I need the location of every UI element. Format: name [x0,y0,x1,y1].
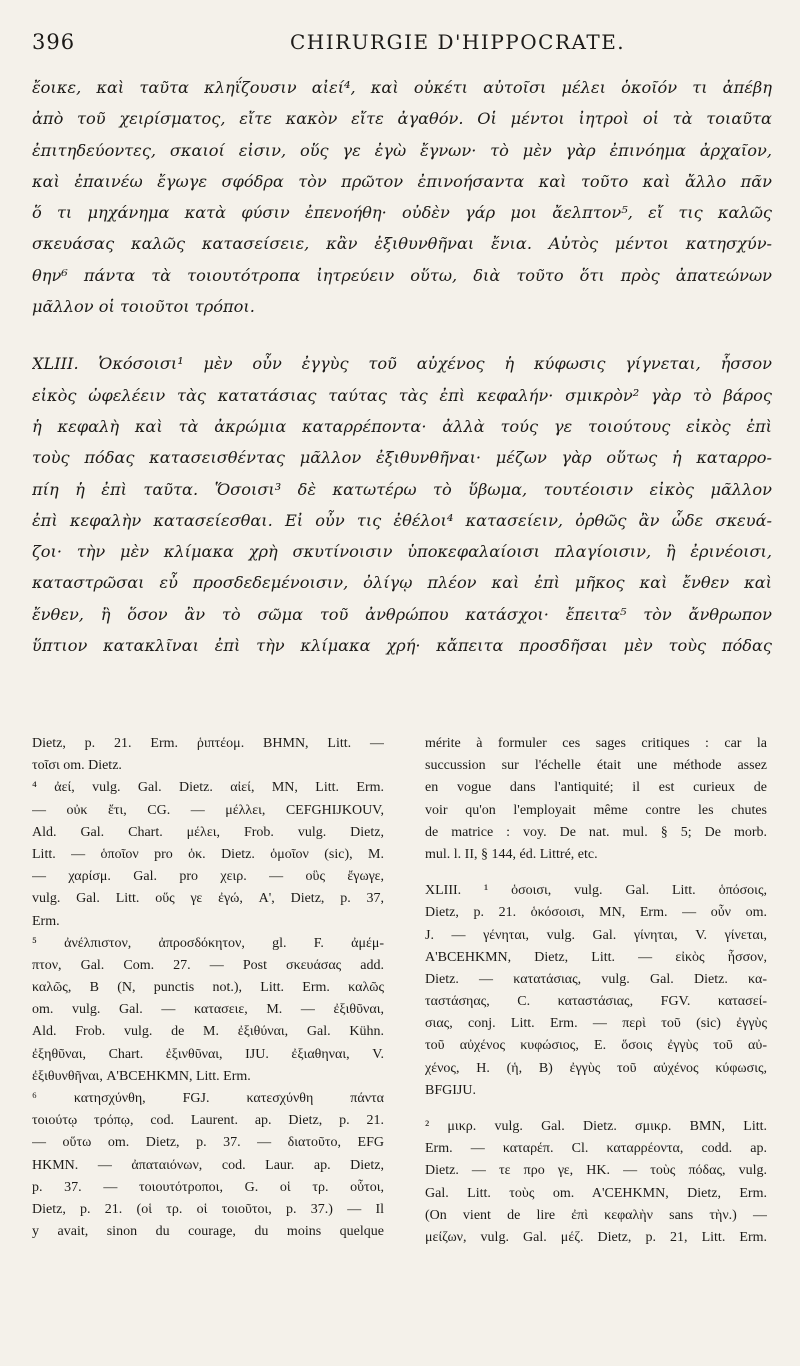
footnote-line: ⁵ ἀνέλπιστον, ἀπροσδόκητον, gl. F. ἀμέμ- [32,935,384,951]
text-line: ὅ τι μηχάνημα κατὰ φύσιν ἐπενοήθη· οὐδὲν γάρ μοι ἄελπτον⁵, εἴ τις καλῶς [32,203,772,223]
text-line: ἐπιτηδεύοντες, σκαιοί εἰσιν, οὕς γε ἐγὼ ἔγνων· τὸ μὲν γὰρ ἐπινόημα ἀρχαῖον, [32,140,772,160]
text-line: θην⁶ πάντα τὰ τοιουτότροπα ἰητρεύειν οὕτω, διὰ τοῦτο ὅτι πρὸς ἀπατεώνων [32,265,772,285]
text-line: ἔνθεν, ἢ ὅσον ἂν τὸ σῶμα τοῦ ἀνθρώπου κατάσχοι· ἔπειτα⁵ τὸν ἄνθρωπον [32,604,772,624]
footnotes-left-column [32,733,384,1243]
footnote-line: y avait, sinon du courage, du moins quelque [32,1224,384,1240]
paragraph-gap [425,866,767,880]
footnote-line: A'BCEHKMN, Dietz, Litt. — εἰκὸς ἧσσον, [425,949,767,965]
footnote-line: — οὐκ ἔτι, CG. — μέλλει, CEFGHIJKOUV, [32,802,384,818]
footnote-line: succussion sur l'échelle était une méthode assez [425,758,767,774]
footnote-line: XLIII. ¹ ὁσοισι, vulg. Gal. Litt. ὁπόσοις, [425,883,767,899]
text-line: ἡ κεφαλὴ καὶ τὰ ἀκρώμια καταρρέποντα· ἀλλὰ τούς γε τοιούτους εἰκὸς ἐπὶ [32,416,772,436]
footnote-line: Ald. Gal. Chart. μέλει, Frob. vulg. Dietz, [32,824,384,840]
text-line: πίη ἡ ἐπὶ ταῦτα. Ὅσοισι³ δὲ κατωτέρω τὸ ὕβωμα, τουτέοισιν εἰκὸς μᾶλλον [32,479,772,499]
footnote-line: Dietz, p. 21. ὁκόσοισι, MN, Erm. — οὖν om. [425,905,767,921]
footnote-line: τοιούτῳ τρόπῳ, cod. Laurent. ap. Dietz, p. 21. [32,1113,384,1129]
text-line: καὶ ἐπαινέω ἔγωγε σφόδρα τὸν πρῶτον ἐπινοήσαντα καὶ τοῦτο καὶ ἄλλο πᾶν [32,171,772,191]
footnote-line: — χαρίσμ. Gal. pro χειρ. — οὓς ἔγωγε, [32,869,384,885]
footnote-line: mérite à formuler ces sages critiques : car la [425,736,767,751]
text-line: εἰκὸς ὠφελέειν τὰς κατατάσιας ταύτας τὰς ἐπὶ κεφαλήν· σμικρὸν² γὰρ τὸ βάρος [32,385,772,405]
footnote-line: Erm. — καταρέπ. Cl. καταρρέοντα, codd. ap. [425,1141,767,1157]
text-line: ἀπὸ τοῦ χειρίσματος, εἴτε κακὸν εἴτε ἀγαθόν. Οἱ μέντοι ἰητροὶ οἱ τὰ τοιαῦτα [32,109,772,129]
footnotes-right-column [425,733,767,1249]
footnote-line: μείζων, vulg. Gal. μέζ. Dietz, p. 21, Litt. Erm. [425,1229,767,1245]
footnote-line: Dietz. — κατατάσιας, vulg. Gal. Dietz. κα- [425,971,767,987]
page-number: 396 [32,30,76,54]
footnote-line: Erm. [32,913,60,929]
footnote-line: J. — γένηται, vulg. Gal. γίνηται, V. γίνεται, [425,927,767,943]
footnote-line: voir qu'on l'employait même contre les chutes [425,802,767,818]
footnote-line: BFGIJU. [425,1082,476,1098]
text-line: ζοι· τὴν μὲν κλίμακα χρὴ σκυτίνοισιν ὑποκεφαλαίοισι πλαγίοισιν, ἢ ἐρινέοισι, [32,542,772,562]
footnote-line: om. vulg. Gal. — κατασειε, M. — ἐξιθῦναι, [32,1002,384,1018]
footnote-line: ⁴ ἀεί, vulg. Gal. Dietz. αἰεί, MN, Litt. Erm. [32,780,384,796]
footnote-line: Dietz, p. 21. Erm. ῥιπτέομ. BHMN, Litt. — [32,736,384,751]
text-line: ὕπτιον κατακλῖναι ἐπὶ τὴν κλίμακα χρή· κἄπειτα προσδῆσαι μὲν τοὺς πόδας [32,636,772,656]
footnote-line: mul. l. II, § 144, éd. Littré, etc. [425,846,598,862]
page-header [32,30,772,60]
running-title: CHIRURGIE D'HIPPOCRATE. [290,30,626,54]
footnote-line: (On vient de lire ἐπὶ κεφαλὴν sans τὴν.) — [425,1207,767,1223]
paragraph-gap [425,1102,767,1116]
footnote-line: καλῶς, B (N, punctis not.), Litt. Erm. καλῶς [32,980,384,996]
text-line: καταστρῶσαι εὖ προσδεδεμένοισιν, ὀλίγῳ πλέον καὶ ἐπὶ μῆκος καὶ ἔνθεν καὶ [32,573,772,593]
footnote-line: Ald. Frob. vulg. de M. ἐξιθύναι, Gal. Kühn. [32,1024,384,1040]
footnote-line: Dietz. — τε προ γε, HK. — τοὺς πόδας, vulg. [425,1163,767,1179]
footnote-line: χένος, H. (ἡ, B) ἐγγὺς τοῦ αὐχένος κύφωσις, [425,1060,767,1076]
footnote-line: — οὕτω om. Dietz, p. 37. — διατοῦτο, EFG [32,1135,384,1151]
main-greek-text [32,72,772,661]
footnote-line: τοῦ αὐχένος κυφώσιος, E. ὅσοις ἐγγὺς τοῦ αὐ- [425,1038,767,1054]
footnote-line: Litt. — ὁποῖον pro ὁκ. Dietz. ὁμοῖον (sic), M. [32,846,384,862]
paragraph-gap [32,322,772,348]
footnote-line: τοῖσι om. Dietz. [32,758,122,774]
footnote-line: ἐξηθῦναι, Chart. ἐξινθῦναι, IJU. ἐξιαθηναι, V. [32,1046,384,1062]
footnote-line: σιας, conj. Litt. Erm. — περὶ τοῦ (sic) ἐγγὺς [425,1016,767,1032]
footnote-line: Gal. Litt. τοὺς om. A'CEHKMN, Dietz, Erm. [425,1185,767,1201]
footnote-line: en vogue dans l'antiquité; il est curieux de [425,780,767,796]
text-line: ἐπὶ κεφαλὴν κατασείεσθαι. Εἰ οὖν τις ἐθέλοι⁴ κατασείειν, ὀρθῶς ἂν ὧδε σκευά- [32,510,772,530]
footnote-line: ἐξιθυνθῆναι, A'BCEHKMN, Litt. Erm. [32,1068,251,1084]
footnote-line: πτον, Gal. Com. 27. — Post σκευάσας add. [32,957,384,973]
text-line: τοὺς πόδας κατασεισθέντας μᾶλλον ἐξιθυνθῆναι· μέζων γὰρ οὕτως ἡ καταρρο- [32,448,772,468]
footnote-line: HKMN. — ἀπαταιόνων, cod. Laur. ap. Dietz, [32,1157,384,1173]
footnote-line: vulg. Gal. Litt. οὕς γε ἐγώ, A', Dietz, p. 37, [32,891,384,907]
footnote-line: ⁶ κατησχύνθη, FGJ. κατεσχύνθη πάντα [32,1091,384,1106]
footnote-line: ταστάσηας, C. καταστάσιας, FGV. κατασεί- [425,994,767,1010]
footnote-line: ² μικρ. vulg. Gal. Dietz. σμικρ. BMN, Litt. [425,1119,767,1134]
text-line: XLIII. Ὁκόσοισι¹ μὲν οὖν ἐγγὺς τοῦ αὐχένος ἡ κύφωσις γίγνεται, ἧσσον [32,354,772,374]
footnote-line: Dietz, p. 21. (οἱ τρ. οἱ τοιοῦτοι, p. 37.) — Il [32,1201,384,1217]
text-line: σκευάσας καλῶς κατασείσειε, κἂν ἐξιθυνθῆναι ἔνια. Αὐτὸς μέντοι κατησχύν- [32,234,772,254]
footnote-line: p. 37. — τοιουτότροποι, G. οἱ τρ. οὗτοι, [32,1179,384,1195]
footnote-line: de matrice : voy. De nat. mul. § 5; De morb. [425,824,767,840]
text-line: ἔοικε, καὶ ταῦτα κληΐζουσιν αἰεί⁴, καὶ οὐκέτι αὐτοῖσι μέλει ὁκοῖόν τι ἀπέβη [32,78,772,97]
text-line: μᾶλλον οἱ τοιοῦτοι τρόποι. [32,297,255,317]
